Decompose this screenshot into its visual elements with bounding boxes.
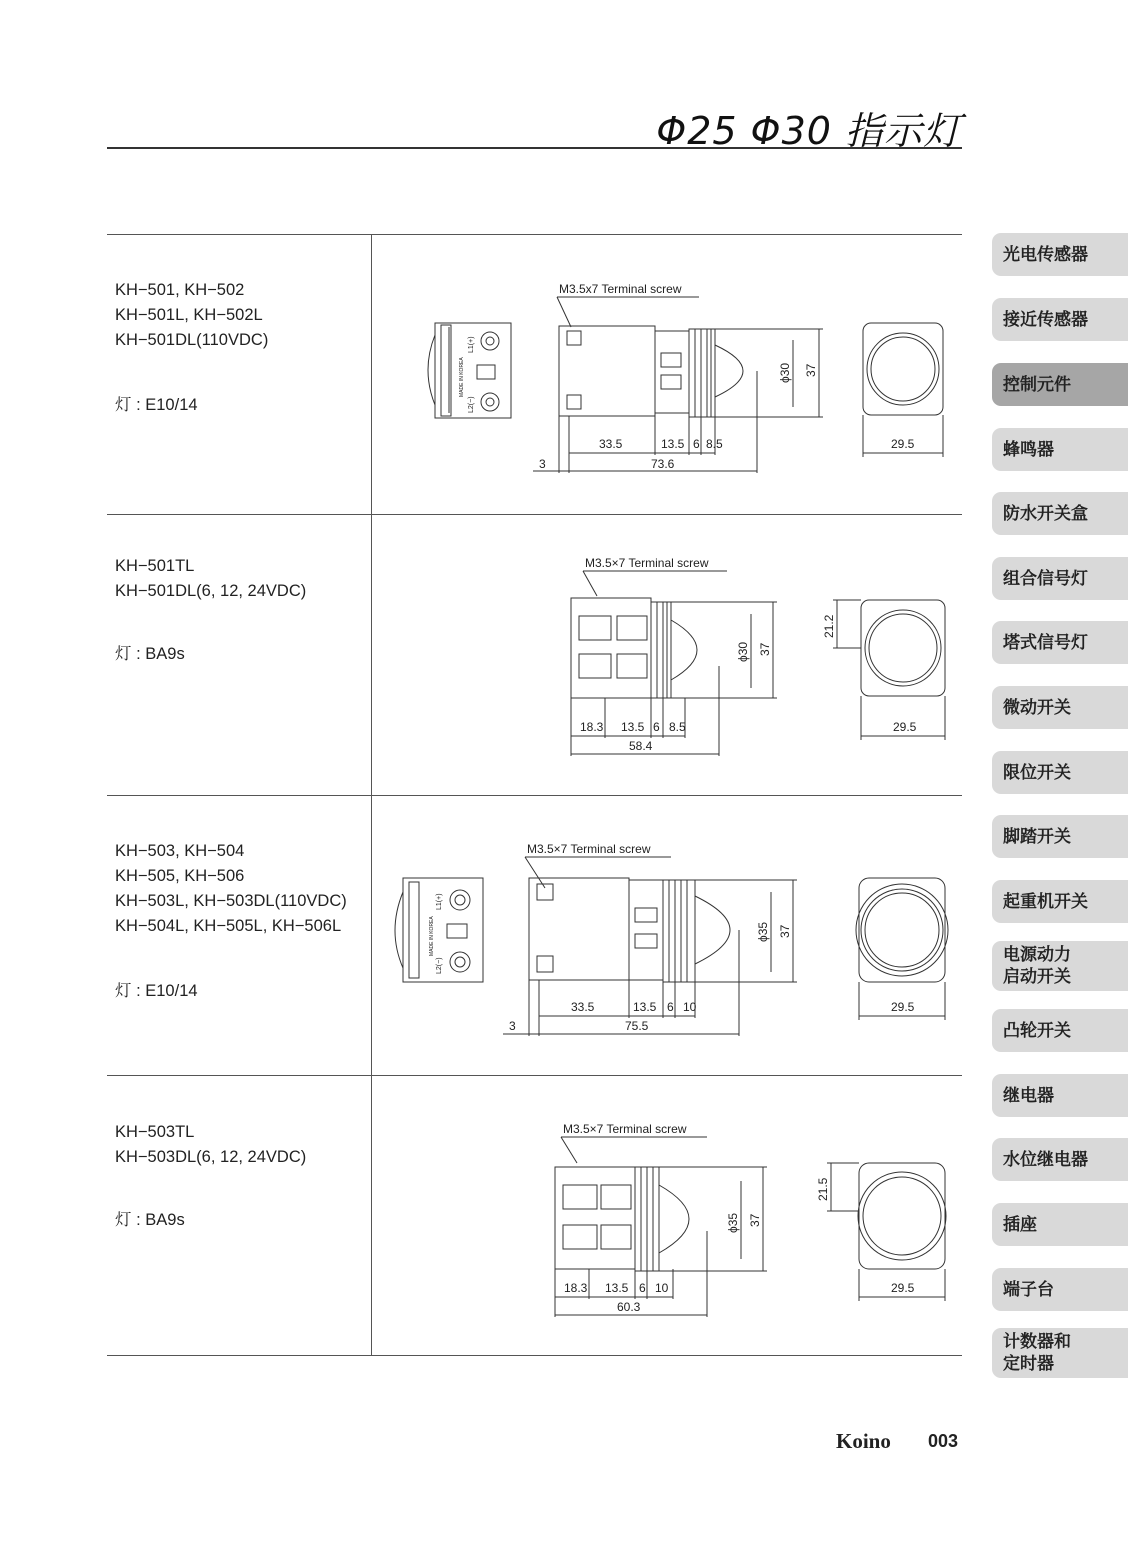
model-line: KH−505, KH−506 [115, 867, 245, 885]
dim-height: 37 [804, 363, 818, 377]
terminal-l2-label: L2(−) [436, 957, 443, 974]
dim-total: 73.6 [651, 457, 675, 471]
spec-row-3 [115, 839, 347, 1004]
dim-3: 6 [667, 1000, 674, 1014]
sidebar-item-signal-light[interactable]: 组合信号灯 [992, 557, 1128, 600]
sidebar-item-buzzer[interactable]: 蜂鸣器 [992, 428, 1128, 471]
sidebar-item-photoelectric-sensor[interactable]: 光电传感器 [992, 233, 1128, 276]
table-rule [107, 1355, 962, 1356]
title-rule [107, 147, 962, 149]
spec-row-2 [115, 554, 306, 667]
model-line: KH−503DL(6, 12, 24VDC) [115, 1148, 307, 1166]
sidebar-item-proximity-sensor[interactable]: 接近传感器 [992, 298, 1128, 341]
terminal-l1-label: L1(+) [436, 893, 443, 910]
front-view [863, 323, 943, 457]
dim-front-width: 29.5 [891, 1000, 915, 1014]
dim-front-width: 29.5 [891, 1281, 915, 1295]
made-in-label: MADE IN KOREA [429, 916, 435, 956]
front-view [822, 600, 945, 740]
model-line: KH−503, KH−504 [115, 842, 245, 860]
dim-2: 13.5 [661, 437, 685, 451]
dim-height: 37 [778, 924, 792, 938]
spec-row-1 [115, 278, 268, 418]
terminal-screw-label: M3.5x7 Terminal screw [559, 282, 682, 296]
model-line: KH−504L, KH−505L, KH−506L [115, 917, 342, 935]
rear-view [428, 323, 511, 418]
dim-offset: 3 [539, 457, 546, 471]
dim-height: 37 [758, 642, 772, 656]
dim-4: 8.5 [669, 720, 686, 734]
terminal-screw-label: M3.5×7 Terminal screw [527, 842, 651, 856]
dim-3: 6 [653, 720, 660, 734]
dim-front-height: 21.5 [816, 1177, 830, 1201]
dim-diameter: ϕ35 [756, 921, 770, 942]
sidebar-item-counter-timer[interactable]: 计数器和 定时器 [992, 1328, 1128, 1378]
dim-1: 33.5 [599, 437, 623, 451]
table-rule [107, 514, 962, 515]
side-view [503, 878, 797, 1036]
sidebar-item-foot-switch[interactable]: 脚踏开关 [992, 815, 1128, 858]
sidebar-item-cam-switch[interactable]: 凸轮开关 [992, 1009, 1128, 1052]
model-line: KH−501, KH−502 [115, 281, 245, 299]
front-view [816, 1163, 946, 1301]
dim-3: 6 [639, 1281, 646, 1295]
dim-total: 58.4 [629, 739, 653, 753]
model-line: KH−503L, KH−503DL(110VDC) [115, 892, 347, 910]
front-view [856, 878, 948, 1020]
lamp-spec: 灯 : E10/14 [115, 396, 198, 414]
dim-diameter: ϕ30 [778, 362, 792, 383]
dim-total: 75.5 [625, 1019, 649, 1033]
sidebar-item-waterproof-box[interactable]: 防水开关盒 [992, 492, 1128, 535]
dim-offset: 3 [509, 1019, 516, 1033]
dim-4: 10 [655, 1281, 669, 1295]
spec-row-4 [115, 1120, 306, 1233]
sidebar-item-water-level-relay[interactable]: 水位继电器 [992, 1138, 1128, 1181]
terminal-screw-label: M3.5×7 Terminal screw [585, 556, 709, 570]
lamp-spec: 灯 : BA9s [115, 1211, 185, 1229]
dim-1: 18.3 [564, 1281, 588, 1295]
column-divider [371, 234, 372, 1356]
model-line: KH−501L, KH−502L [115, 306, 263, 324]
terminal-l2-label: L2(−) [468, 396, 475, 413]
page-number: 003 [928, 1431, 959, 1451]
dim-3: 6 [693, 437, 700, 451]
sidebar-item-crane-switch[interactable]: 起重机开关 [992, 880, 1128, 923]
dimension-drawing-4 [373, 1077, 961, 1355]
dim-1: 18.3 [580, 720, 604, 734]
side-view [533, 326, 823, 473]
model-line: KH−501TL [115, 557, 195, 575]
sidebar-item-power-starter-switch[interactable]: 电源动力 启动开关 [992, 941, 1128, 991]
side-view [571, 598, 777, 756]
rear-view [395, 878, 483, 982]
made-in-label: MADE IN KOREA [459, 357, 465, 397]
dim-total: 60.3 [617, 1300, 641, 1314]
dim-4: 8.5 [706, 437, 723, 451]
dim-height: 37 [748, 1213, 762, 1227]
dim-front-height: 21.2 [822, 614, 836, 638]
dim-front-width: 29.5 [891, 437, 915, 451]
sidebar-item-terminal-block[interactable]: 端子台 [992, 1268, 1128, 1311]
page-title: Φ25 Φ30 指示灯 [656, 109, 962, 153]
model-line: KH−501DL(110VDC) [115, 331, 269, 349]
dim-2: 13.5 [605, 1281, 629, 1295]
model-line: KH−503TL [115, 1123, 195, 1141]
dim-1: 33.5 [571, 1000, 595, 1014]
dim-2: 13.5 [633, 1000, 657, 1014]
dim-front-width: 29.5 [893, 720, 917, 734]
model-line: KH−501DL(6, 12, 24VDC) [115, 582, 307, 600]
dim-4: 10 [683, 1000, 697, 1014]
terminal-l1-label: L1(+) [468, 336, 475, 353]
terminal-screw-label: M3.5×7 Terminal screw [563, 1122, 687, 1136]
side-view [555, 1167, 767, 1317]
sidebar-item-control-components[interactable]: 控制元件 [992, 363, 1128, 406]
lamp-spec: 灯 : E10/14 [115, 982, 198, 1000]
brand-logo: Koino [836, 1429, 891, 1453]
sidebar-item-socket[interactable]: 插座 [992, 1203, 1128, 1246]
table-rule [107, 1075, 962, 1076]
dimension-drawing-1 [373, 235, 961, 513]
spec-table [107, 234, 962, 1356]
sidebar-item-relay[interactable]: 继电器 [992, 1074, 1128, 1117]
sidebar-item-micro-switch[interactable]: 微动开关 [992, 686, 1128, 729]
dim-2: 13.5 [621, 720, 645, 734]
dimension-drawing-3 [373, 796, 961, 1074]
sidebar-item-tower-light[interactable]: 塔式信号灯 [992, 621, 1128, 664]
sidebar-item-limit-switch[interactable]: 限位开关 [992, 751, 1128, 794]
dimension-drawing-2 [373, 516, 961, 794]
dim-diameter: ϕ35 [726, 1212, 740, 1233]
dim-diameter: ϕ30 [736, 641, 750, 662]
lamp-spec: 灯 : BA9s [115, 645, 185, 663]
